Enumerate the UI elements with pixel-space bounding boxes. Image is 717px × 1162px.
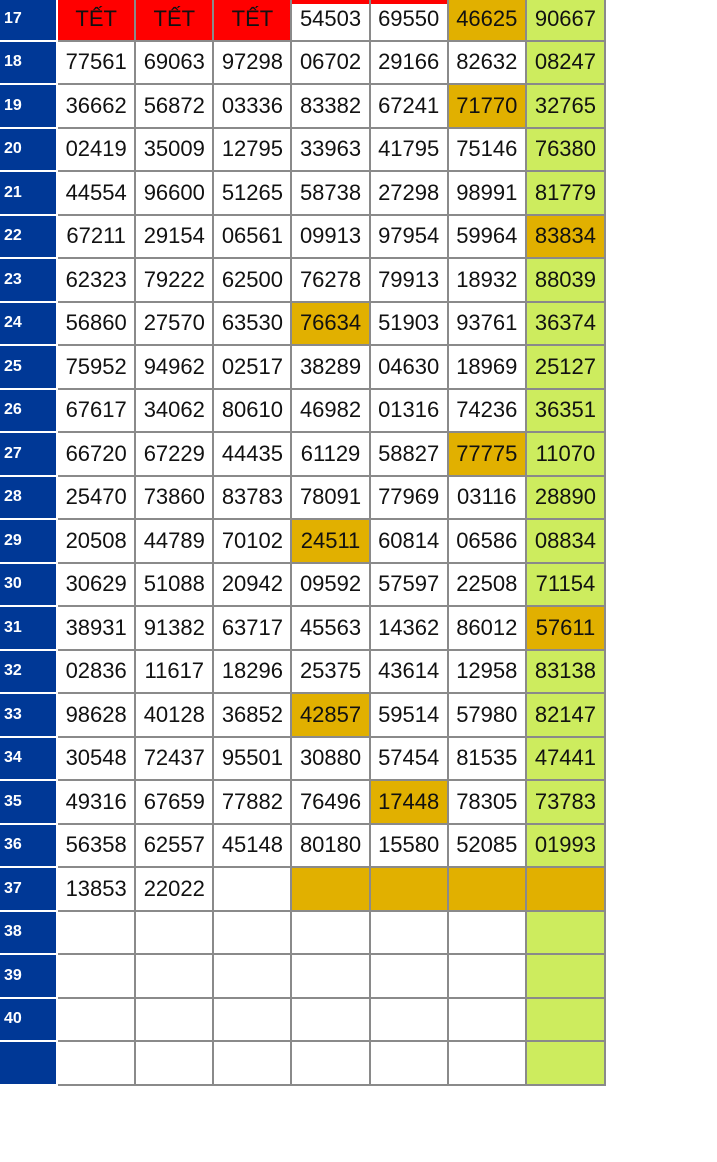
result-cell: 63530 bbox=[213, 302, 291, 346]
highlighted-cell: 71770 bbox=[448, 84, 526, 128]
result-cell: 35009 bbox=[135, 128, 213, 172]
result-cell: 57980 bbox=[448, 693, 526, 737]
result-cell: 69063 bbox=[135, 41, 213, 85]
result-cell: 12958 bbox=[448, 650, 526, 694]
result-cell bbox=[213, 998, 291, 1042]
result-cell: 88039 bbox=[526, 258, 605, 302]
result-cell: 97954 bbox=[370, 215, 448, 259]
result-cell bbox=[370, 1041, 448, 1085]
result-cell bbox=[526, 954, 605, 998]
result-cell: 03336 bbox=[213, 84, 291, 128]
highlighted-cell: 46625 bbox=[448, 0, 526, 41]
row-number: 40 bbox=[0, 998, 57, 1042]
result-cell: 71154 bbox=[526, 563, 605, 607]
result-cell: 94962 bbox=[135, 345, 213, 389]
result-cell: 20942 bbox=[213, 563, 291, 607]
result-cell: 98991 bbox=[448, 171, 526, 215]
result-cell: 18969 bbox=[448, 345, 526, 389]
row-number: 31 bbox=[0, 606, 57, 650]
highlighted-cell: 57611 bbox=[526, 606, 605, 650]
result-cell: 75952 bbox=[57, 345, 135, 389]
row-number: 36 bbox=[0, 824, 57, 868]
table-row bbox=[0, 389, 605, 433]
result-cell bbox=[213, 1041, 291, 1085]
result-cell bbox=[526, 998, 605, 1042]
result-cell: 09913 bbox=[291, 215, 369, 259]
result-cell: 20508 bbox=[57, 519, 135, 563]
result-cell bbox=[291, 1041, 369, 1085]
table-row bbox=[0, 84, 605, 128]
result-cell: 57454 bbox=[370, 737, 448, 781]
result-cell: 44435 bbox=[213, 432, 291, 476]
result-cell: 58827 bbox=[370, 432, 448, 476]
result-cell: 59964 bbox=[448, 215, 526, 259]
result-cell: 76278 bbox=[291, 258, 369, 302]
result-cell bbox=[291, 998, 369, 1042]
highlighted-cell bbox=[448, 867, 526, 911]
result-cell: 25127 bbox=[526, 345, 605, 389]
result-cell: 30629 bbox=[57, 563, 135, 607]
result-cell: 56860 bbox=[57, 302, 135, 346]
result-cell: 04630 bbox=[370, 345, 448, 389]
result-cell: 06586 bbox=[448, 519, 526, 563]
result-cell: 67659 bbox=[135, 780, 213, 824]
result-cell bbox=[448, 998, 526, 1042]
table-row bbox=[0, 1041, 605, 1085]
result-cell: 74236 bbox=[448, 389, 526, 433]
table-row bbox=[0, 345, 605, 389]
result-cell bbox=[57, 1041, 135, 1085]
table-row bbox=[0, 258, 605, 302]
result-cell: 38931 bbox=[57, 606, 135, 650]
result-cell: 11617 bbox=[135, 650, 213, 694]
row-number: 21 bbox=[0, 171, 57, 215]
result-cell: 56872 bbox=[135, 84, 213, 128]
table-row bbox=[0, 302, 605, 346]
result-cell: 33963 bbox=[291, 128, 369, 172]
result-cell: 67617 bbox=[57, 389, 135, 433]
result-cell: 46982 bbox=[291, 389, 369, 433]
result-cell bbox=[526, 1041, 605, 1085]
result-cell: 75146 bbox=[448, 128, 526, 172]
row-number: 37 bbox=[0, 867, 57, 911]
result-cell: 76380 bbox=[526, 128, 605, 172]
result-cell: 67211 bbox=[57, 215, 135, 259]
table-row bbox=[0, 954, 605, 998]
table-row bbox=[0, 128, 605, 172]
result-cell: 22508 bbox=[448, 563, 526, 607]
result-cell: 06561 bbox=[213, 215, 291, 259]
result-cell: 98628 bbox=[57, 693, 135, 737]
result-cell: 18932 bbox=[448, 258, 526, 302]
result-cell: 32765 bbox=[526, 84, 605, 128]
highlighted-cell: 42857 bbox=[291, 693, 369, 737]
result-cell: 44554 bbox=[57, 171, 135, 215]
result-cell: 62557 bbox=[135, 824, 213, 868]
result-cell: 45563 bbox=[291, 606, 369, 650]
result-cell: 06702 bbox=[291, 41, 369, 85]
result-cell bbox=[291, 954, 369, 998]
table-row bbox=[0, 911, 605, 955]
highlighted-cell: 77775 bbox=[448, 432, 526, 476]
result-cell: 22022 bbox=[135, 867, 213, 911]
row-number: 20 bbox=[0, 128, 57, 172]
result-cell: 43614 bbox=[370, 650, 448, 694]
result-cell: 77969 bbox=[370, 476, 448, 520]
table-row bbox=[0, 519, 605, 563]
result-cell: 70102 bbox=[213, 519, 291, 563]
result-cell: 36852 bbox=[213, 693, 291, 737]
result-cell: 58738 bbox=[291, 171, 369, 215]
result-cell: 15580 bbox=[370, 824, 448, 868]
result-cell: 61129 bbox=[291, 432, 369, 476]
highlighted-cell bbox=[370, 867, 448, 911]
result-cell bbox=[370, 911, 448, 955]
result-cell: 80610 bbox=[213, 389, 291, 433]
table-row bbox=[0, 606, 605, 650]
result-cell: 83783 bbox=[213, 476, 291, 520]
table-row bbox=[0, 563, 605, 607]
result-cell: 36662 bbox=[57, 84, 135, 128]
result-cell: 38289 bbox=[291, 345, 369, 389]
result-cell: 96600 bbox=[135, 171, 213, 215]
result-cell: 36374 bbox=[526, 302, 605, 346]
result-cell: 51265 bbox=[213, 171, 291, 215]
result-cell: 27570 bbox=[135, 302, 213, 346]
result-cell: 45148 bbox=[213, 824, 291, 868]
table-row bbox=[0, 650, 605, 694]
row-number: 25 bbox=[0, 345, 57, 389]
table-row bbox=[0, 824, 605, 868]
result-cell: 36351 bbox=[526, 389, 605, 433]
result-cell: 02836 bbox=[57, 650, 135, 694]
result-cell bbox=[291, 911, 369, 955]
result-cell: 62323 bbox=[57, 258, 135, 302]
result-cell: 56358 bbox=[57, 824, 135, 868]
row-number: 24 bbox=[0, 302, 57, 346]
result-cell: 82147 bbox=[526, 693, 605, 737]
result-cell: 30548 bbox=[57, 737, 135, 781]
result-cell: 34062 bbox=[135, 389, 213, 433]
result-cell: 08247 bbox=[526, 41, 605, 85]
result-cell: 60814 bbox=[370, 519, 448, 563]
row-number: 22 bbox=[0, 215, 57, 259]
result-cell: 73860 bbox=[135, 476, 213, 520]
result-cell: 97298 bbox=[213, 41, 291, 85]
row-number: 28 bbox=[0, 476, 57, 520]
result-cell: 40128 bbox=[135, 693, 213, 737]
result-cell: 02419 bbox=[57, 128, 135, 172]
table-row bbox=[0, 780, 605, 824]
table-row bbox=[0, 998, 605, 1042]
result-cell bbox=[448, 911, 526, 955]
row-number: 27 bbox=[0, 432, 57, 476]
row-number: 30 bbox=[0, 563, 57, 607]
result-cell bbox=[57, 911, 135, 955]
table-row bbox=[0, 867, 605, 911]
result-cell: 77561 bbox=[57, 41, 135, 85]
table-row bbox=[0, 432, 605, 476]
table-row bbox=[0, 737, 605, 781]
result-cell: 14362 bbox=[370, 606, 448, 650]
table-row bbox=[0, 0, 605, 41]
highlighted-cell: 76634 bbox=[291, 302, 369, 346]
result-cell: 73783 bbox=[526, 780, 605, 824]
result-cell: 57597 bbox=[370, 563, 448, 607]
result-cell: 12795 bbox=[213, 128, 291, 172]
result-cell bbox=[135, 1041, 213, 1085]
result-cell: 78091 bbox=[291, 476, 369, 520]
table-row bbox=[0, 215, 605, 259]
result-cell bbox=[370, 998, 448, 1042]
highlighted-cell: 24511 bbox=[291, 519, 369, 563]
result-cell bbox=[213, 954, 291, 998]
result-cell: 30880 bbox=[291, 737, 369, 781]
result-cell: 18296 bbox=[213, 650, 291, 694]
result-cell: 72437 bbox=[135, 737, 213, 781]
highlighted-cell: 83834 bbox=[526, 215, 605, 259]
row-number: 29 bbox=[0, 519, 57, 563]
highlighted-cell: 17448 bbox=[370, 780, 448, 824]
result-cell: 81535 bbox=[448, 737, 526, 781]
result-cell: 29166 bbox=[370, 41, 448, 85]
result-cell: 76496 bbox=[291, 780, 369, 824]
result-cell: 79913 bbox=[370, 258, 448, 302]
highlighted-cell bbox=[526, 867, 605, 911]
row-number: 18 bbox=[0, 41, 57, 85]
result-cell bbox=[57, 998, 135, 1042]
result-cell: 83138 bbox=[526, 650, 605, 694]
result-cell bbox=[135, 911, 213, 955]
result-cell bbox=[213, 867, 291, 911]
result-cell bbox=[448, 954, 526, 998]
highlighted-cell bbox=[291, 867, 369, 911]
result-cell: 01316 bbox=[370, 389, 448, 433]
row-number: 26 bbox=[0, 389, 57, 433]
result-cell bbox=[135, 998, 213, 1042]
result-cell: 78305 bbox=[448, 780, 526, 824]
row-number: 19 bbox=[0, 84, 57, 128]
result-cell: 41795 bbox=[370, 128, 448, 172]
result-cell bbox=[526, 911, 605, 955]
result-cell: 49316 bbox=[57, 780, 135, 824]
result-cell: 83382 bbox=[291, 84, 369, 128]
row-number: 23 bbox=[0, 258, 57, 302]
row-number: 35 bbox=[0, 780, 57, 824]
row-number: 33 bbox=[0, 693, 57, 737]
result-cell: 11070 bbox=[526, 432, 605, 476]
result-cell: 25375 bbox=[291, 650, 369, 694]
result-cell bbox=[213, 911, 291, 955]
result-cell bbox=[370, 954, 448, 998]
result-cell: 95501 bbox=[213, 737, 291, 781]
table-row bbox=[0, 693, 605, 737]
result-cell: 54503 bbox=[291, 0, 369, 41]
result-cell: 13853 bbox=[57, 867, 135, 911]
tet-cell: TẾT bbox=[57, 0, 135, 41]
row-number bbox=[0, 1041, 57, 1085]
row-number: 38 bbox=[0, 911, 57, 955]
result-cell: 08834 bbox=[526, 519, 605, 563]
result-cell: 81779 bbox=[526, 171, 605, 215]
result-cell: 51088 bbox=[135, 563, 213, 607]
result-cell: 67229 bbox=[135, 432, 213, 476]
table-row bbox=[0, 41, 605, 85]
result-cell: 80180 bbox=[291, 824, 369, 868]
result-cell: 63717 bbox=[213, 606, 291, 650]
row-number: 39 bbox=[0, 954, 57, 998]
result-cell: 91382 bbox=[135, 606, 213, 650]
table-row bbox=[0, 476, 605, 520]
result-cell: 86012 bbox=[448, 606, 526, 650]
result-cell bbox=[135, 954, 213, 998]
result-cell: 90667 bbox=[526, 0, 605, 41]
result-cell bbox=[57, 954, 135, 998]
tet-cell: TẾT bbox=[135, 0, 213, 41]
table-row bbox=[0, 171, 605, 215]
row-number: 17 bbox=[0, 0, 57, 41]
result-cell: 02517 bbox=[213, 345, 291, 389]
result-cell: 67241 bbox=[370, 84, 448, 128]
result-cell: 93761 bbox=[448, 302, 526, 346]
result-cell: 62500 bbox=[213, 258, 291, 302]
result-cell: 51903 bbox=[370, 302, 448, 346]
result-cell: 44789 bbox=[135, 519, 213, 563]
result-cell: 69550 bbox=[370, 0, 448, 41]
result-cell: 27298 bbox=[370, 171, 448, 215]
result-cell: 29154 bbox=[135, 215, 213, 259]
result-cell: 52085 bbox=[448, 824, 526, 868]
result-cell: 09592 bbox=[291, 563, 369, 607]
result-cell: 77882 bbox=[213, 780, 291, 824]
row-number: 34 bbox=[0, 737, 57, 781]
row-number: 32 bbox=[0, 650, 57, 694]
result-cell: 79222 bbox=[135, 258, 213, 302]
tet-cell: TẾT bbox=[213, 0, 291, 41]
result-cell: 25470 bbox=[57, 476, 135, 520]
result-cell: 03116 bbox=[448, 476, 526, 520]
result-cell: 59514 bbox=[370, 693, 448, 737]
result-cell: 66720 bbox=[57, 432, 135, 476]
result-cell: 01993 bbox=[526, 824, 605, 868]
result-cell: 47441 bbox=[526, 737, 605, 781]
result-cell bbox=[448, 1041, 526, 1085]
result-cell: 28890 bbox=[526, 476, 605, 520]
result-cell: 82632 bbox=[448, 41, 526, 85]
